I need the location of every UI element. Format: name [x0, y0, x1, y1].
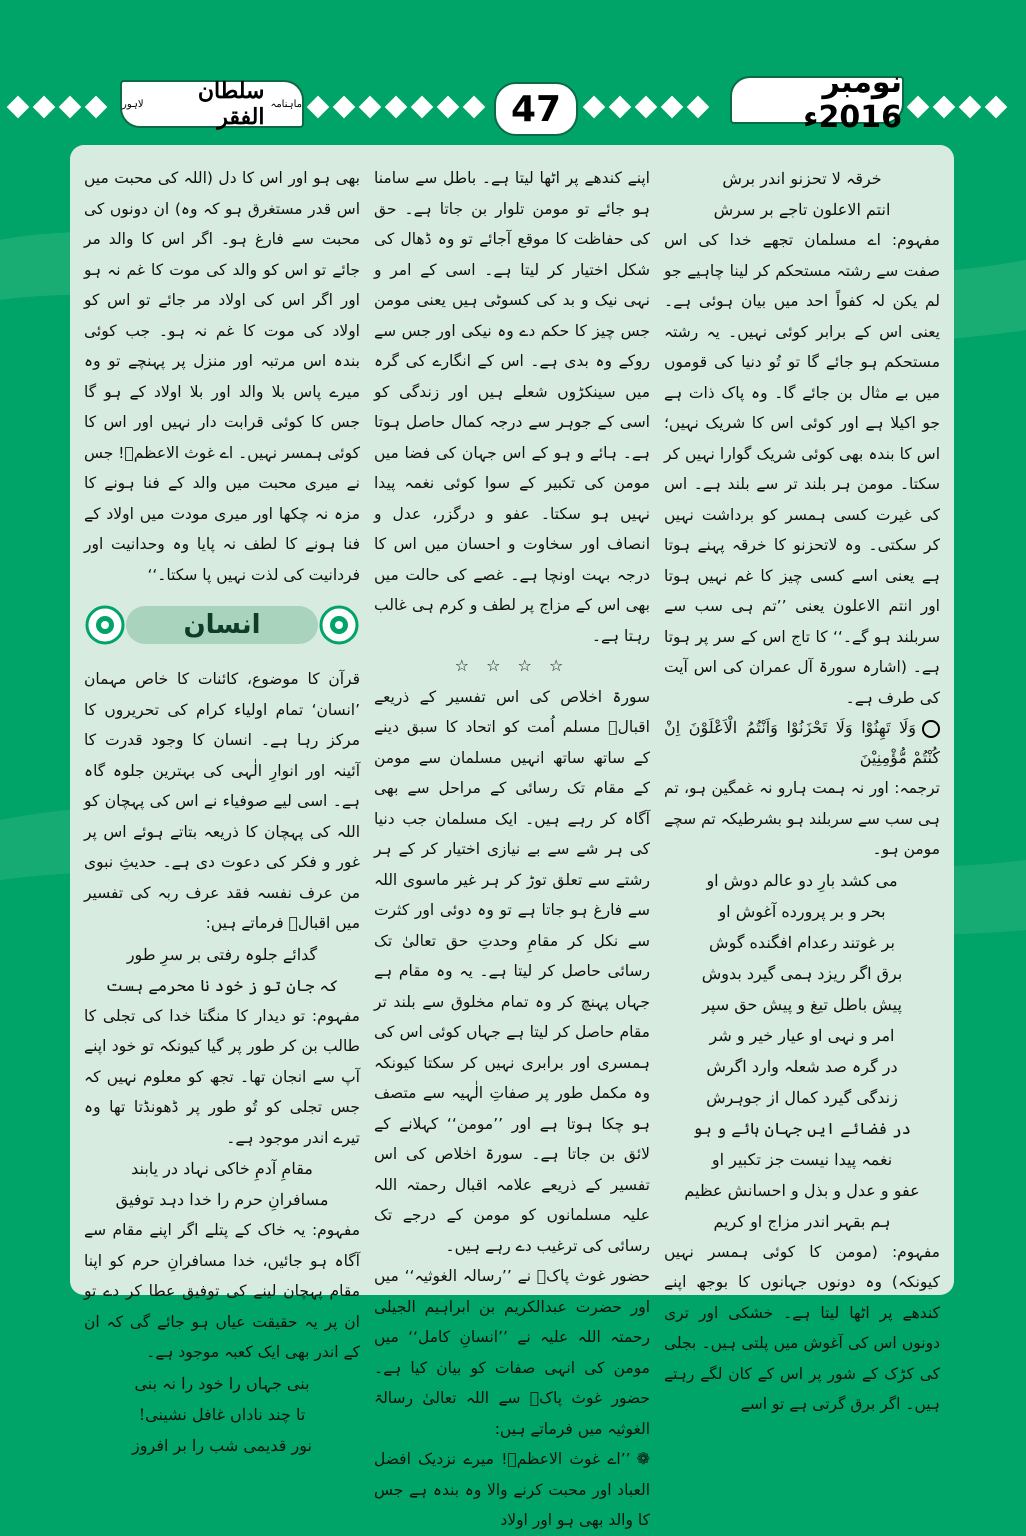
- diamond-ornaments-center-left: [308, 96, 488, 118]
- section-title: انسان: [126, 606, 318, 644]
- verse-line: مقامِ آدمِ خاکی نہاد در یابند: [131, 1159, 313, 1178]
- paragraph: مفہوم: یہ خاک کے پتلے اگر اپنے مقام سے آگاہ ہو جائیں، خدا مسافرانِ حرم کو اپنا مقام پہچان لینے کی توفیق عطا کر دے تو ان پر یہ حقیقت عیاں ہو جائے گی کہ ان کے اندر بھی ایک کعبہ موجود ہے۔: [84, 1221, 360, 1361]
- verse-line: امر و نہی او عیار خیر و شر: [709, 1025, 895, 1045]
- page-number: 47: [494, 82, 578, 136]
- flower-ornament-icon: [318, 604, 360, 646]
- verse-line: عفو و عدل و بذل و احسانش عظیم: [684, 1180, 920, 1200]
- verse-line: کہ جان تو ز خود نا محرمے ہست: [105, 975, 339, 995]
- verse-line: نغمہ پیدا نیست جز تکبیر او: [711, 1149, 893, 1169]
- verse-line: ہم بقہر اندر مزاج او کریم: [713, 1211, 891, 1231]
- quote: [374, 1444, 650, 1536]
- verse-line: گدائے جلوہ رفتی بر سرِ طور: [126, 944, 318, 964]
- paragraph: قرآن کا موضوع، کائنات کا خاص مہمان ’انسان‘ تمام اولیاء کرام کی تحریروں کا مرکز رہا ہے۔ انسان کا وجود قدرت کا آئینہ اور انوارِ الٰہی کی بہترین جلوہ گاہ ہے۔ اسی لیے صوفیاء نے اس کی پہچان کو اللہ کی پہچان کا ذریعہ بتاتے ہوئے اس پر غور و فکر کی دعوت دی ہے۔ حدیثِ نبوی من عرف نفسہ فقد عرف ربہ کی تفسیر میں اقبالؒ فرماتے ہیں:: [84, 670, 360, 932]
- verse-line: در فضائے ایں جہان ہائے و ہو: [692, 1118, 911, 1138]
- page-header: [0, 65, 1026, 140]
- verse-line: مسافرانِ حرم را خدا دہد توفیق: [115, 1190, 329, 1209]
- paragraph: مفہوم: تو دیدار کا منگتا خدا کی تجلی کا طالب بن کر طور پر گیا کیونکہ تو خود اپنے آپ سے انجان تھا۔ تجھ کو معلوم نہیں کہ جس تجلی کو تُو طور پر ڈھونڈتا تھا وہ تیرے اندر موجود ہے۔: [84, 1006, 360, 1147]
- paragraph: حضور غوث پاکؓ نے ’’رسالہ الغوثیہ‘‘ میں اور حضرت عبدالکریم بن ابراہیم الجیلی رحمتہ اللہ علیہ نے ’’انسانِ کامل‘‘ میں مومن کی انہی صفات کو بیان کیا ہے۔ حضور غوث پاکؓ سے اللہ تعالیٰ رسالۃ الغوثیہ میں فرماتے ہیں:: [374, 1267, 650, 1438]
- paragraph: سورۃ اخلاص کی اس تفسیر کے ذریعے اقبالؒ مسلم اُمت کو اتحاد کا سبق دینے کے ساتھ ساتھ انہیں مسلمان سے مومن کے مقام تک رسائی کے مراحل سے بھی آگاہ کر رہے ہیں۔ ایک مسلمان جب دنیا کی ہر شے سے بے نیازی اختیار کر کے ہر رشتے سے تعلق توڑ کر ہر غیر ماسوی اللہ سے فارغ ہو جاتا ہے تو وہ دوئی اور کثرت سے نکل کر مقامِ وحدتِ حق تعالیٰ تک رسائی حاصل کر لیتا ہے۔ یہ وہ مقام ہے جہاں پہنچ کر وہ تمام مخلوق سے بلند تر مقام حاصل کر لیتا ہے جہاں کوئی اس کی ہمسری اور برابری نہیں کر سکتا کیونکہ وہ مکمل طور پر صفاتِ الٰہیہ سے متصف ہو چکا ہوتا ہے اور ’’مومن‘‘ کہلانے کے لائق بن جاتا ہے۔ سورۃ اخلاص کی اس تفسیر کے ذریعے علامہ اقبال رحمتہ اللہ علیہ مسلمانوں کو مومن کے درجے تک رسائی کی ترغیب دے رہے ہیں۔: [374, 687, 650, 1255]
- verse-line: نور قدیمی شب را بر افروز: [132, 1435, 312, 1455]
- ayah-line: [664, 713, 940, 773]
- verse-line: مى كشد بارِ دو عالم دوش او: [706, 870, 898, 890]
- verse-line: تا چند ناداں غافل نشینی!: [138, 1404, 306, 1424]
- column-center: [374, 163, 650, 1536]
- verse-line: بر غوتند رعدام افگنده گوش: [709, 932, 895, 952]
- diamond-ornaments-left: [8, 96, 108, 118]
- section-banner: [84, 596, 360, 654]
- content-panel: [70, 145, 954, 1529]
- verse-line: برق اگر ریزد ہمی گیرد بدوش: [701, 963, 903, 983]
- verse-line: بنی جہاں را خود را نہ بنی: [134, 1373, 310, 1393]
- verse-line: زندگی گیرد کمال از جوہرش: [706, 1087, 898, 1107]
- magazine-name: سلطان الفقر: [197, 78, 265, 130]
- verse-line: خرقہ لا تحزنو اندر برش: [722, 169, 882, 188]
- ayah-text: وَلَا تَهِنُوْا وَلَا تَحْزَنُوْا وَاَنْتُمُ الْاَعْلَوْنَ اِنْ كُنْتُمْ مُّؤْمِنِيْنَ: [664, 718, 940, 767]
- flower-bullet-icon: ❁: [636, 1449, 650, 1468]
- verse-line: انتم الاعلون تاجے بر سرش: [713, 200, 891, 219]
- paragraph: مفہوم: اے مسلمان تجھے خدا کی اس صفت سے رشتہ مستحکم کر لینا چاہیے جو لم یکن لہ کفواً احد میں بیان ہوئی ہے۔ یعنی اس کے برابر کوئی نہیں۔ یہ رشتہ مستحکم ہو جائے گا تو تُو دنیا کی قوموں میں بے مثال بن جائے گا۔ وہ پاک ذات ہے جو اکیلا ہے اور کوئی اس کا شریک نہیں؛ اس کا بندہ بھی کوئی شریک گوارا نہیں کر سکتا۔ مومن ہر بلند تر سے بلند ہے۔ اس کی غیرت کسی ہمسر کو برداشت نہیں کر سکتی۔ وہ لاتحزنو کا خرقہ پہنے ہوتا ہے یعنی اسے کسی چیز کا غم نہیں ہوتا اور انتم الاعلون یعنی ’’تم ہی سب سے سربلند ہو گے۔‘‘ کا تاج اس کے سر پر ہوتا ہے۔ (اشارہ سورۃ آل عمران کی اس آیت کی طرف ہے۔: [664, 231, 940, 707]
- verse-line: در گرہ صد شعلہ وارد اگرش: [706, 1056, 898, 1076]
- magazine-prefix: ماہنامہ: [270, 98, 302, 110]
- verse-line: پیش باطل تیغ و پیش حق سپر: [702, 994, 902, 1014]
- column-left: [84, 163, 360, 1461]
- issue-date: نومبر 2016ء: [730, 76, 904, 124]
- column-right: [664, 163, 940, 1420]
- flower-ornament-icon: [84, 604, 126, 646]
- diamond-ornaments-right: [908, 96, 1018, 118]
- translation: ترجمہ: اور نہ ہمت ہارو نہ غمگین ہو، تم ہی سب سے سربلند ہو بشرطیکہ تم سچے مومن ہو۔: [664, 779, 940, 858]
- paragraph: بھی ہو اور اس کا دل (اللہ کی محبت میں اس قدر مستغرق ہو کہ وہ) ان دونوں کی محبت سے فارغ ہو۔ اگر اس کا والد مر جائے تو اس کو والد کی موت کا غم نہ ہو اور اگر اس کی اولاد مر جائے تو اس کو اولاد کی موت کا غم نہ ہو۔ جب کوئی بندہ اس مرتبہ اور منزل پر پہنچے تو وہ میرے پاس بلا والد اور بلا اولاد کے ہو گا جس کا کوئی قرابت دار نہیں اور اس کا کوئی ہمسر نہیں۔ اے غوث الاعظمؓ! جس نے میری محبت میں والد کے فنا ہونے کا مزہ نہ چکھا اور میری مودت میں اولاد کے فنا ہونے کا لطف نہ پایا وہ وحدانیت اور فردانیت کی لذت نہیں پا سکتا۔‘‘: [84, 169, 360, 584]
- magazine-logo: [120, 80, 304, 128]
- paragraph: اپنے کندھے پر اٹھا لیتا ہے۔ باطل سے سامنا ہو جائے تو مومن تلوار بن جاتا ہے۔ حق کی حفاظت کا موقع آجائے تو وہ ڈھال کی شکل اختیار کر لیتا ہے۔ اسی کے امر و نہی نیک و بد کی کسوٹی ہیں یعنی مومن جس چیز کا حکم دے وہ نیکی اور جس سے روکے وہ بدی ہے۔ اس کے انگارے کی گرہ میں سینکڑوں شعلے ہیں اور زندگی کو اسی کے جوہر سے درجہ کمال حاصل ہوتا ہے۔ ہائے و ہو کے اس جہان کی فضا میں مومن کی تکبیر کے سوا کوئی نغمہ پیدا نہیں ہو سکتا۔ عفو و درگزر، عدل و انصاف اور سخاوت و احسان میں اس کا درجہ بہت اونچا ہے۔ غصے کی حالت میں بھی اس کے مزاج پر لطف و کرم ہی غالب رہتا ہے۔: [374, 169, 650, 645]
- quote-text: ’’اے غوث الاعظمؓ! میرے نزدیک افضل العباد اور محبت کرنے والا وہ بندہ ہے جس کا والد بھی ہو اور اولاد: [374, 1450, 650, 1529]
- paragraph: مفہوم: (مومن کا کوئی ہمسر نہیں کیونکہ) وہ دونوں جہانوں کا بوجھ اپنے کندھے پر اٹھا لیتا ہے۔ خشکی اور تری دونوں اس کی آغوش میں پلتی ہیں۔ بجلی کی کڑک کے شور پر اس کے کان لگے رہتے ہیں۔ اگر برق گرتی ہے تو اسے: [664, 1242, 940, 1413]
- star-separator: ☆ ☆ ☆ ☆: [454, 656, 570, 675]
- magazine-city: لاہور: [122, 98, 144, 110]
- diamond-ornaments-center-right: [584, 96, 724, 118]
- circle-bullet-icon: [922, 720, 940, 738]
- verse-line: بحر و بر پرورده آغوش او: [718, 901, 886, 921]
